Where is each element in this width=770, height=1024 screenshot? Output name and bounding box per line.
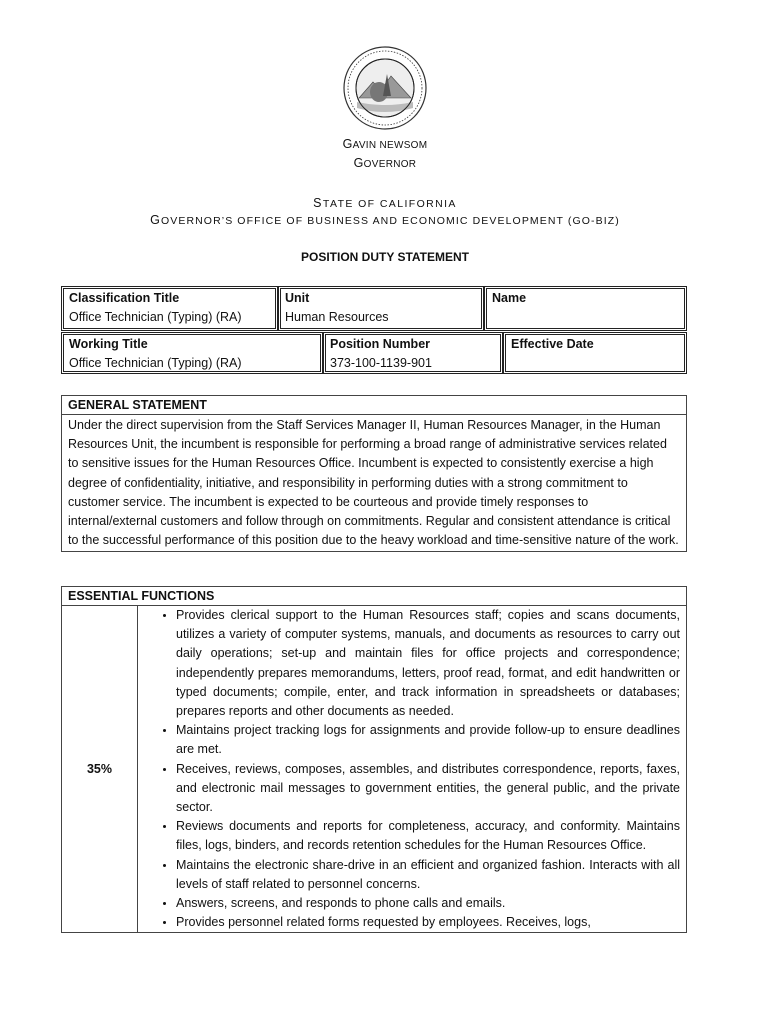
time-percentage: 35%: [62, 606, 138, 933]
duties-list: [138, 606, 680, 932]
duty-item: • Answers, screens, and responds to phone calls and emails.: [176, 894, 680, 913]
unit-value: Human Resources: [285, 310, 389, 324]
effective-date-field: [511, 335, 594, 354]
unit-label: Unit: [285, 291, 310, 305]
duty-item: • Provides clerical support to the Human Resources staff; copies and scans documents, utilizes a variety of computer systems, manuals, and documents as resources to carry out daily operations; set-up and maintain files for office projects and correspondence; independently prepares memorandums, letters, proof read, format, and edit handwritten or typed documents; compile, enter, and track information in spreadsheets or databases; prepares reports and other documents as needed.: [176, 606, 680, 721]
general-statement-heading: GENERAL STATEMENT: [62, 396, 687, 415]
unit-field: [285, 289, 389, 327]
classification-title-label: Classification Title: [69, 291, 180, 305]
document-title: POSITION DUTY STATEMENT: [300, 250, 469, 264]
name-label: Name: [492, 291, 527, 305]
classification-title-value: Office Technician (Typing) (RA): [69, 310, 242, 324]
duty-item: • Maintains the electronic share-drive in an efficient and organized fashion. Interacts with all levels of staff related to personnel concerns.: [176, 856, 680, 894]
duty-item: • Maintains project tracking logs for assignments and provide follow-up to ensure deadlines are met.: [176, 721, 680, 759]
governor-name: GAVIN NEWSOM: [342, 137, 428, 151]
state-name: STATE OF CALIFORNIA: [313, 196, 457, 210]
name-field: [492, 289, 526, 308]
position-number-field: [330, 335, 432, 373]
general-statement-table: [61, 395, 687, 552]
duty-item: • Receives, reviews, composes, assembles, and distributes correspondence, reports, faxes, and electronic mail messages to government entities, the general public, and the private sector.: [176, 760, 680, 818]
duty-item: • Provides personnel related forms requested by employees. Receives, logs,: [176, 913, 680, 932]
general-statement-text: Under the direct supervision from the Staff Services Manager II, Human Resources Manager, in the Human Resources Unit, the incumbent is responsible for performing a broad range of administrative services related to sensitive issues for the Human Resources Office. Incumbent is expected to consistently exercise a high degree of confidentiality, initiative, and responsibility in performing duties with a strong commitment to customer service. The incumbent is expected to be courteous and provide timely responses to internal/external customers and follow through on commitments. Regular and consistent attendance is critical to the successful performance of this position due to the heavy workload and time-sensitive nature of the work.: [62, 415, 687, 552]
state-seal-icon: [343, 46, 427, 130]
essential-functions-table: [61, 586, 687, 933]
position-number-label: Position Number: [330, 337, 431, 351]
classification-title-field: [69, 289, 242, 327]
duty-item: • Reviews documents and reports for completeness, accuracy, and conformity. Maintains files, logs, binders, and records retention schedules for the Human Resources Office.: [176, 817, 680, 855]
effective-date-label: Effective Date: [511, 337, 594, 351]
duties-cell: [138, 606, 687, 933]
working-title-label: Working Title: [69, 337, 148, 351]
position-number-value: 373-100-1139-901: [330, 356, 432, 370]
essential-functions-heading: ESSENTIAL FUNCTIONS: [62, 587, 687, 606]
governor-title: GOVERNOR: [353, 156, 417, 170]
office-name: GOVERNOR’S OFFICE OF BUSINESS AND ECONOMIC DEVELOPMENT (GO-BIZ): [150, 213, 620, 227]
working-title-field: [69, 335, 242, 373]
working-title-value: Office Technician (Typing) (RA): [69, 356, 242, 370]
